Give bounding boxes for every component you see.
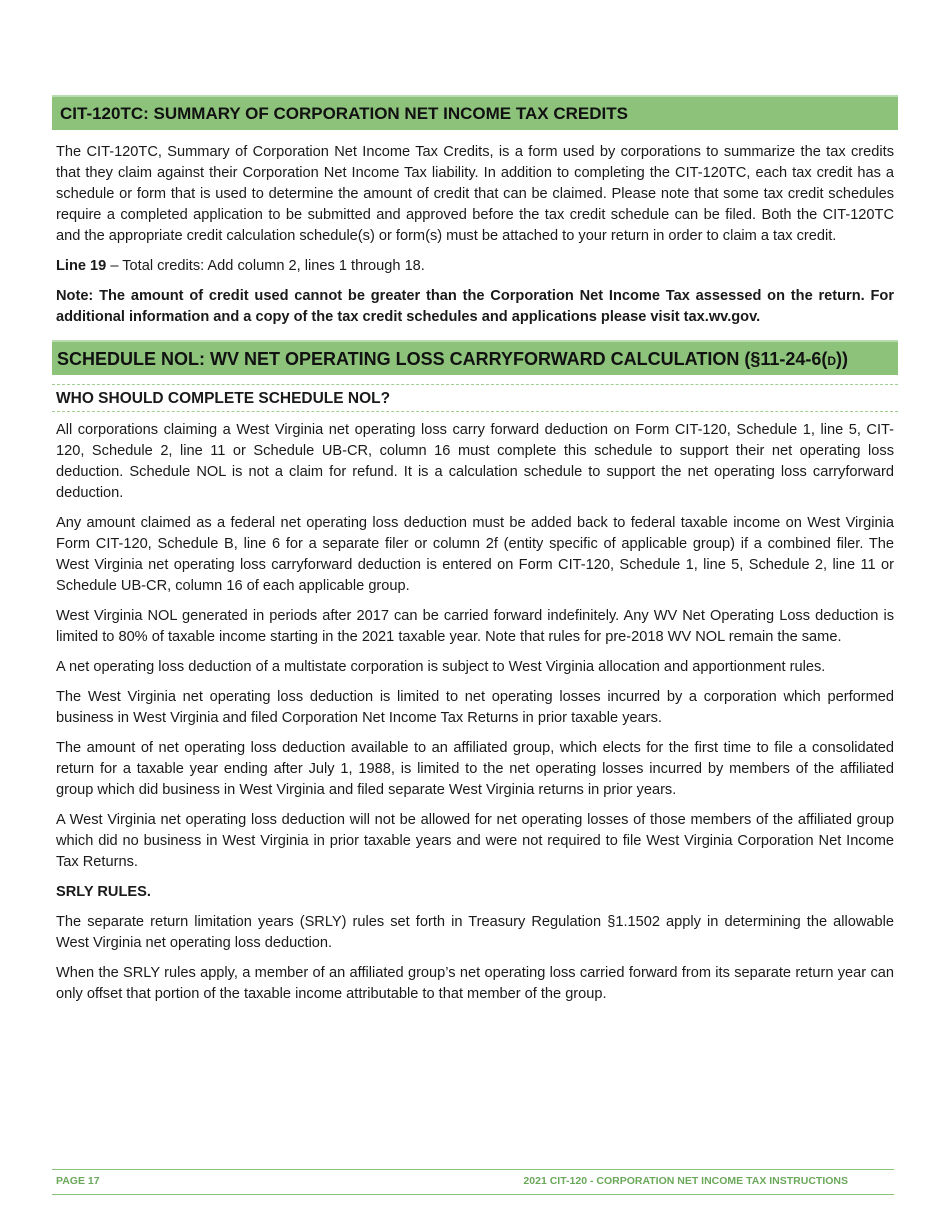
nol-paragraph: All corporations claiming a West Virginia net operating loss carry forward deduction on Form CIT-120, Schedule 1, line 5, CIT-120, Schedule 2, line 11 or Schedule UB-CR, column 16 must complete this schedule to support their net operating loss deduction. Schedule NOL is not a claim for refund. It is a calculation schedule to support the net operating loss carryforward deduction. — [56, 422, 894, 501]
page-footer — [52, 1169, 894, 1195]
cit120tc-intro: The CIT-120TC, Summary of Corporation Net Income Tax Credits, is a form used by corporations to summarize the tax credits that they claim against their Corporation Net Income Tax liability. In addition to completing the CIT-120TC, each tax credit has a schedule or form that is used to determine the amount of credit that can be claimed. Please note that some tax credit schedules require a completed application to be submitted and approved before the tax credit schedule can be filed. Both the CIT-120TC and the appropriate credit calculation schedule(s) or form(s) must be attached to your return in order to claim a tax credit. — [56, 144, 894, 244]
line19-text: – Total credits: Add column 2, lines 1 through 18. — [106, 258, 425, 274]
section-heading-schedule-nol — [52, 340, 898, 375]
nol-paragraph: West Virginia NOL generated in periods after 2017 can be carried forward indefinitely. Any WV Net Operating Loss deduction is limited to 80% of taxable income starting in the 2021 taxable year. Note that rules for pre-2018 WV NOL remain the same. — [56, 608, 894, 645]
subheading-who-should-complete: WHO SHOULD COMPLETE SCHEDULE NOL? — [52, 384, 898, 412]
nol-paragraph: A West Virginia net operating loss deduction will not be allowed for net operating losses of those members of the affiliated group which did no business in West Virginia in prior taxable years and were not required to file West Virginia Corporation Net Income Tax Returns. — [56, 812, 894, 870]
nol-heading-main: SCHEDULE NOL: WV NET OPERATING LOSS CARRYFORWARD CALCULATION (§11-24-6( — [57, 349, 828, 369]
line19-label: Line 19 — [56, 258, 107, 274]
nol-paragraph: The West Virginia net operating loss deduction is limited to net operating losses incurred by a corporation which performed business in West Virginia and filed Corporation Net Income Tax Returns in prior taxable years. — [56, 689, 894, 726]
line19-paragraph — [56, 256, 894, 277]
nol-heading-small: D — [827, 354, 837, 368]
footer-page-number: PAGE 17 — [56, 1175, 100, 1187]
nol-paragraph: The amount of net operating loss deduction available to an affiliated group, which elects for the first time to file a consolidated return for a taxable year ending after July 1, 1988, is limited to the net operating losses incurred by members of the affiliated group which did business in West Virginia and filed separate West Virginia returns in prior years. — [56, 740, 894, 798]
nol-paragraph: Any amount claimed as a federal net operating loss deduction must be added back to federal taxable income on West Virginia Form CIT-120, Schedule B, line 6 for a separate filer or column 2f (entity specific of applicable group) if a combined filer. The West Virginia net operating loss carryforward deduction is entered on Form CIT-120, Schedule 1, line 5, Schedule 2, line 11 or Schedule UB-CR, column 16 of each applicable group. — [56, 515, 894, 594]
footer-document-title: 2021 CIT-120 - CORPORATION NET INCOME TAX INSTRUCTIONS — [523, 1175, 848, 1187]
nol-heading-end: )) — [836, 349, 849, 369]
section-heading-cit120tc: CIT-120TC: SUMMARY OF CORPORATION NET INCOME TAX CREDITS — [52, 95, 898, 130]
srly-heading: SRLY RULES. — [56, 884, 151, 900]
credit-note: Note: The amount of credit used cannot be greater than the Corporation Net Income Tax assessed on the return. For additional information and a copy of the tax credit schedules and applications please visit tax.wv.gov. — [56, 288, 894, 325]
srly-paragraph: The separate return limitation years (SRLY) rules set forth in Treasury Regulation §1.1502 apply in determining the allowable West Virginia net operating loss deduction. — [56, 914, 894, 951]
srly-paragraph: When the SRLY rules apply, a member of an affiliated group’s net operating loss carried forward from its separate return year can only offset that portion of the taxable income attributable to that member of the group. — [56, 965, 894, 1002]
nol-paragraph: A net operating loss deduction of a multistate corporation is subject to West Virginia allocation and apportionment rules. — [56, 659, 826, 675]
document-page — [52, 95, 898, 1014]
